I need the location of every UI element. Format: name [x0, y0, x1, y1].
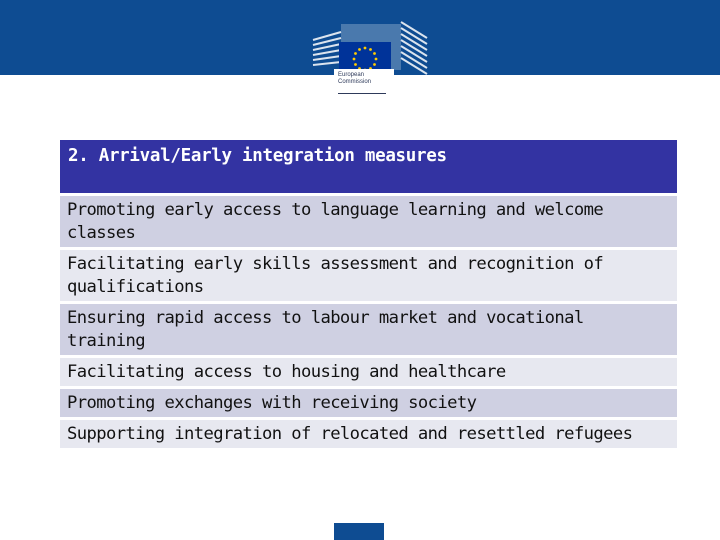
footer-mark: [334, 523, 384, 540]
table-row: Facilitating early skills assessment and recognition of qualifications: [60, 250, 677, 301]
flag-star: [373, 52, 376, 55]
logo-underline: [338, 93, 386, 94]
table-row: Promoting exchanges with receiving society: [60, 389, 677, 417]
table-row: Ensuring rapid access to labour market and vocational training: [60, 304, 677, 355]
flag-star: [375, 58, 378, 61]
flag-star: [364, 47, 367, 50]
table-row: Promoting early access to language learning and welcome classes: [60, 196, 677, 247]
table-heading: 2. Arrival/Early integration measures: [60, 140, 677, 193]
flag-star: [373, 63, 376, 66]
flag-star: [358, 48, 361, 51]
table-row: Supporting integration of relocated and resettled refugees: [60, 420, 677, 448]
integration-measures-table: [60, 140, 677, 448]
table-row: Facilitating access to housing and healthcare: [60, 358, 677, 386]
flag-star: [354, 52, 357, 55]
flag-star: [353, 58, 356, 61]
logo-text-card: [335, 70, 393, 112]
flag-star: [354, 63, 357, 66]
logo-text: European Commission: [338, 72, 372, 85]
european-commission-logo: [311, 14, 431, 100]
flag-star: [369, 48, 372, 51]
